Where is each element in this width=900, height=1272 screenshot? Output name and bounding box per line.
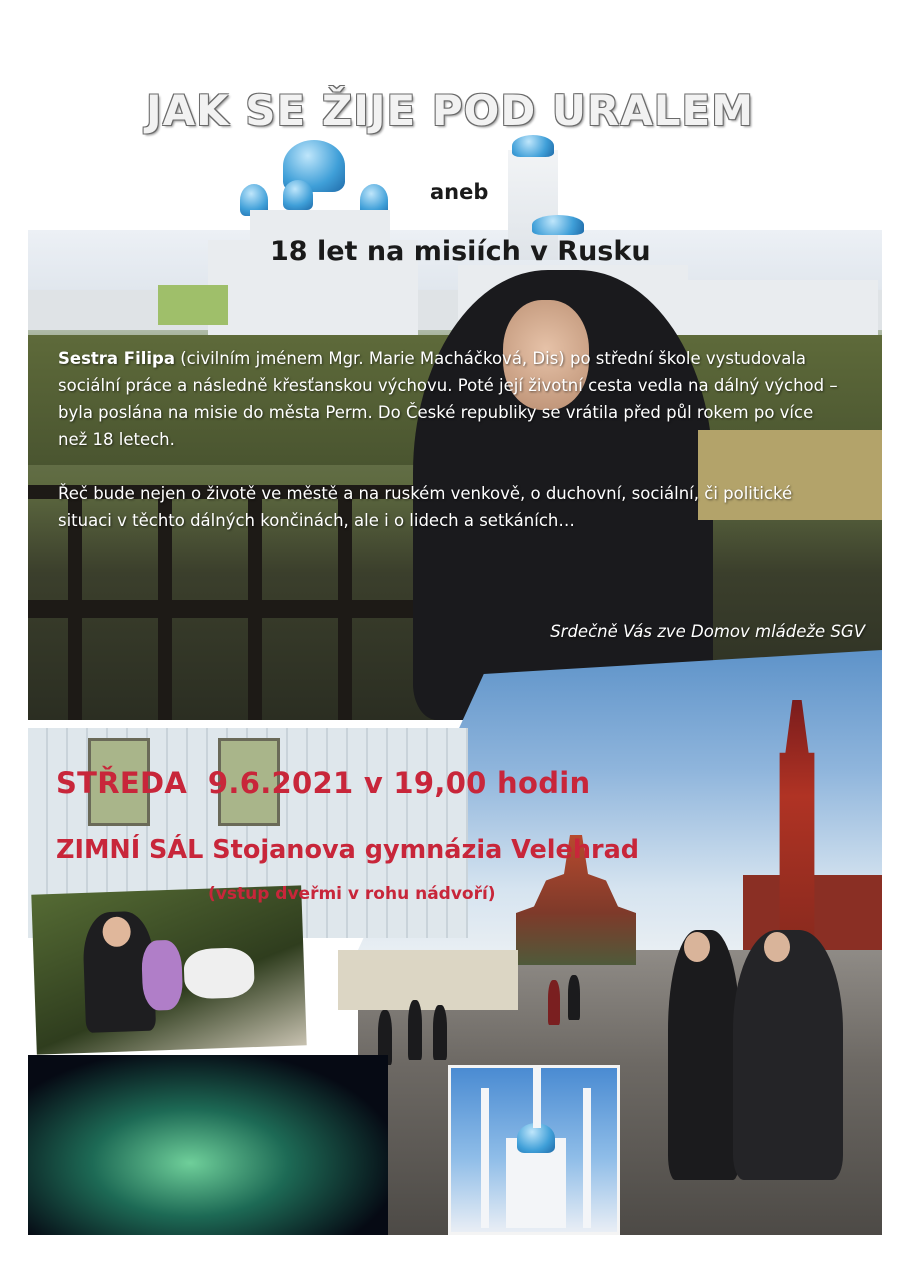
nun-with-child-and-goat-photo: [31, 885, 306, 1054]
invitation-signature: Srdečně Vás zve Domov mládeže SGV: [550, 622, 865, 641]
kazan-mosque-photo: [448, 1065, 620, 1235]
dome-icon: [512, 135, 554, 157]
child-figure: [141, 940, 183, 1011]
description-block: [58, 345, 838, 534]
bridge-rail-lower: [28, 600, 418, 618]
speaker-name: Sestra Filipa: [58, 349, 175, 368]
tourist: [548, 980, 560, 1025]
face: [684, 932, 710, 962]
face: [764, 932, 790, 962]
dome-icon: [532, 215, 584, 235]
gum-building: [338, 950, 518, 1010]
event-date: STŘEDA 9.6.2021 v 19,00 hodin: [56, 766, 591, 800]
russia-collage: [28, 650, 882, 1235]
tourist: [568, 975, 580, 1020]
goat: [183, 947, 255, 999]
white-building-right: [668, 280, 878, 340]
minaret: [583, 1088, 591, 1228]
entrance-note: (vstup dveřmi v rohu nádvoří): [208, 884, 496, 904]
minaret: [533, 1068, 541, 1128]
minaret: [481, 1088, 489, 1228]
paragraph-intro: [58, 345, 838, 453]
tourist: [408, 1000, 422, 1060]
event-venue: ZIMNÍ SÁL Stojanova gymnázia Velehrad: [56, 835, 640, 865]
ice-sculpture-photo: [28, 1055, 388, 1235]
tourist: [433, 1005, 447, 1060]
dome-icon: [283, 180, 313, 210]
paragraph-topics: Řeč bude nejen o životě ve městě a na ruském venkově, o duchovní, sociální, či politické situaci v těchto dálných končinách, ale i o lidech a setkáních…: [58, 484, 793, 530]
poster-subtitle: 18 let na misiích v Rusku: [270, 236, 651, 267]
green-roof-house: [158, 285, 228, 325]
nun-figure-right: [733, 930, 843, 1180]
nun-figure-left: [668, 930, 740, 1180]
poster-title: JAK SE ŽIJE POD URALEM: [145, 86, 755, 135]
connector-word: aneb: [430, 180, 489, 204]
paragraph-intro-text: (civilním jménem Mgr. Marie Macháčková, Dis) po střední škole vystudovala sociální práce a následně křesťanskou výchovu. Poté její životní cesta vedla na dálný východ – byla poslána na misie do města Perm. Do České republiky se vrátila před půl rokem po více než 18 letech.: [58, 349, 838, 449]
